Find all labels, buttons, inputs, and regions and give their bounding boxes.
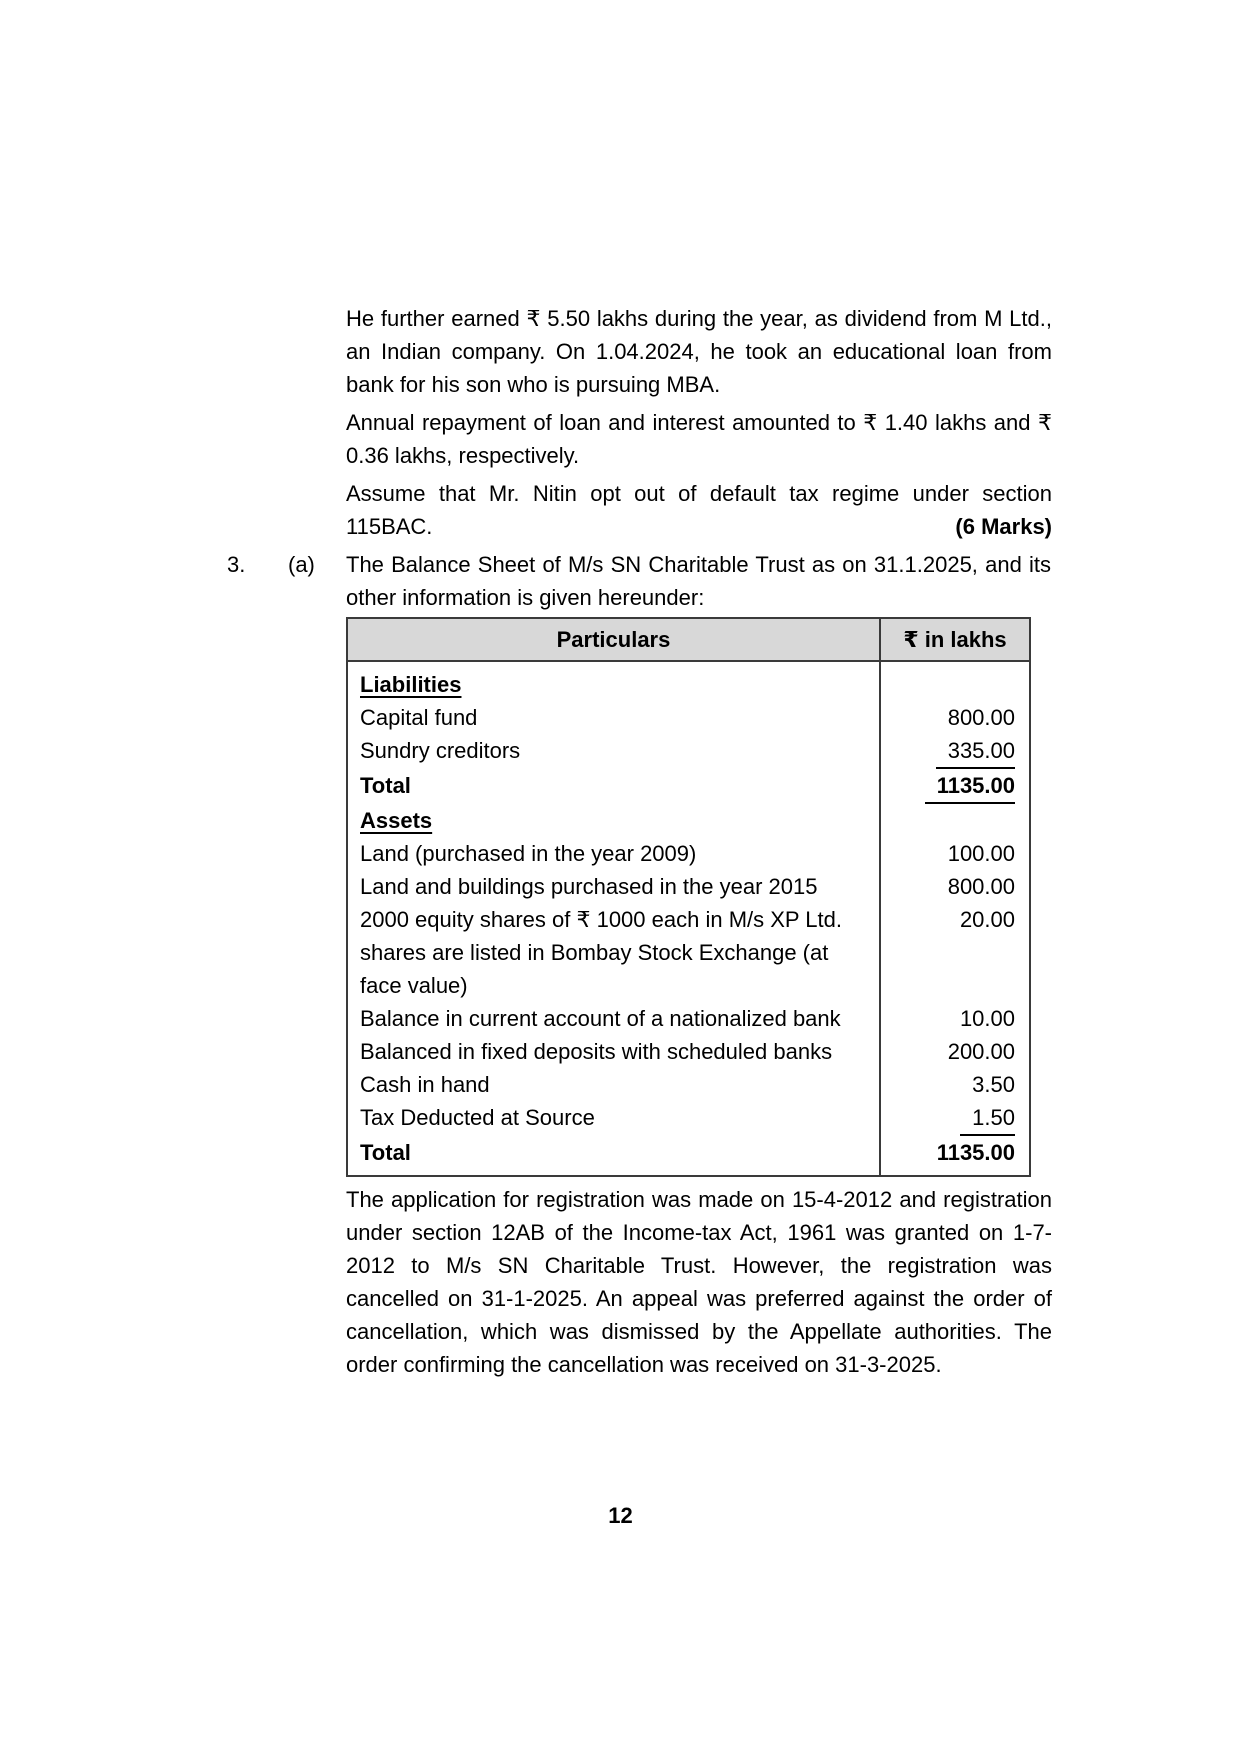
question-3a xyxy=(227,548,1051,614)
header-rupees-in-lakhs: ₹ in lakhs xyxy=(880,618,1030,661)
paragraph-repayment: Annual repayment of loan and interest amounted to ₹ 1.40 lakhs and ₹ 0.36 lakhs, respectively. xyxy=(346,410,1052,468)
row-label: Cash in hand xyxy=(360,1072,490,1097)
row-label: Total xyxy=(360,773,411,798)
balance-sheet-table xyxy=(346,617,1031,1177)
table-row-sundry-creditors xyxy=(347,734,1030,769)
table-row-liabilities-total xyxy=(347,769,1030,804)
row-value: 200.00 xyxy=(947,1039,1015,1064)
row-label: Land and buildings purchased in the year 2015 xyxy=(360,874,818,899)
table-row-cash-in-hand xyxy=(347,1068,1030,1101)
row-value xyxy=(880,804,1030,837)
row-value: 1.50 xyxy=(960,1101,1015,1136)
table-row-land-buildings-2015 xyxy=(347,870,1030,903)
paragraph-registration: The application for registration was made on 15-4-2012 and registration under section 12AB of the Income-tax Act, 1961 was granted on 1-7-2012 to M/s SN Charitable Trust. However, the registration was cancelled on 31-1-2025. An appeal was preferred against the order of cancellation, which was dismissed by the Appellate authorities. The order confirming the cancellation was received on 31-3-2025. xyxy=(346,1187,1052,1377)
assume-text: Assume that Mr. Nitin opt out of default tax regime under section 115BAC. xyxy=(346,481,1052,539)
page-content xyxy=(227,0,1051,1381)
row-label: Tax Deducted at Source xyxy=(360,1105,595,1130)
table-row-liabilities-section xyxy=(347,661,1030,701)
row-value: 800.00 xyxy=(947,874,1015,899)
header-particulars: Particulars xyxy=(347,618,880,661)
row-value: 20.00 xyxy=(959,907,1015,932)
row-value: 1135.00 xyxy=(936,1140,1015,1165)
row-value: 100.00 xyxy=(947,841,1015,866)
table-row-current-account xyxy=(347,1002,1030,1035)
paragraph-assume xyxy=(346,477,1052,543)
row-value: 1135.00 xyxy=(925,769,1015,804)
table-row-capital-fund xyxy=(347,701,1030,734)
row-label: Total xyxy=(360,1140,411,1165)
row-label: Liabilities xyxy=(360,672,462,697)
row-label: Balanced in fixed deposits with scheduled banks xyxy=(360,1039,833,1064)
row-label: Capital fund xyxy=(360,705,478,730)
row-label: Balance in current account of a nationalized bank xyxy=(360,1006,841,1031)
row-label: Land (purchased in the year 2009) xyxy=(360,841,697,866)
row-label: Sundry creditors xyxy=(360,738,521,763)
question-part-label: (a) xyxy=(288,552,315,577)
marks-label: (6 Marks) xyxy=(955,514,1052,539)
table-row-land-2009 xyxy=(347,837,1030,870)
table-header-row xyxy=(347,618,1030,661)
paragraph-dividend: He further earned ₹ 5.50 lakhs during the year, as dividend from M Ltd., an Indian company. On 1.04.2024, he took an educational loan from bank for his son who is pursuing MBA. xyxy=(346,306,1052,397)
table-row-fixed-deposits xyxy=(347,1035,1030,1068)
table-row-tds xyxy=(347,1101,1030,1136)
row-value: 335.00 xyxy=(936,734,1015,769)
question-number: 3. xyxy=(227,552,246,577)
row-value: 3.50 xyxy=(972,1072,1015,1097)
table-row-assets-total xyxy=(347,1136,1030,1176)
page-number: 12 xyxy=(608,1503,633,1528)
row-value xyxy=(880,661,1030,701)
table-row-assets-section xyxy=(347,804,1030,837)
row-value: 800.00 xyxy=(947,705,1015,730)
table-row-equity-shares xyxy=(347,903,1030,1002)
row-label: 2000 equity shares of ₹ 1000 each in M/s XP Ltd. shares are listed in Bombay Stock Exchange (at face value) xyxy=(360,907,843,998)
row-value: 10.00 xyxy=(959,1006,1015,1031)
question-text: The Balance Sheet of M/s SN Charitable Trust as on 31.1.2025, and its other information is given hereunder: xyxy=(346,552,1051,610)
row-label: Assets xyxy=(360,808,433,833)
